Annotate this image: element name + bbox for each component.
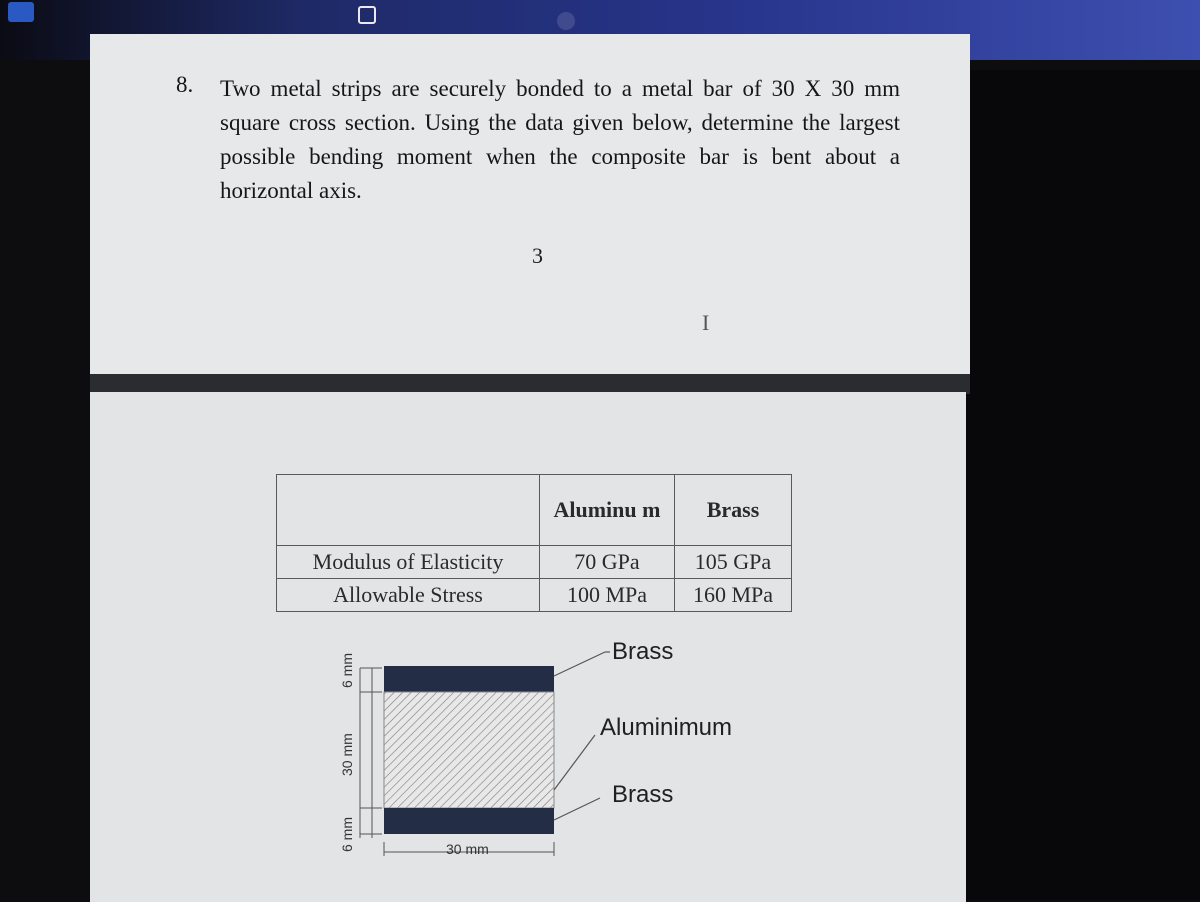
label-brass-top: Brass	[612, 638, 674, 665]
question-number: 8.	[176, 72, 194, 97]
cell-aluminum-stress: 100 MPa	[540, 579, 675, 612]
cell-aluminum-modulus: 70 GPa	[540, 546, 675, 579]
brass-strip-top	[384, 666, 554, 692]
dim-core: 30 mm	[339, 733, 355, 776]
label-brass-bottom: Brass	[612, 781, 674, 808]
text-cursor-icon: I	[702, 310, 710, 335]
header-brass: Brass	[675, 475, 792, 546]
cell-brass-modulus: 105 GPa	[675, 546, 792, 579]
dim-top-strip: 6 mm	[339, 653, 355, 688]
row-label-modulus: Modulus of Elasticity	[277, 546, 540, 579]
question-text: Two metal strips are securely bonded to a metal bar of 30 X 30 mm square cross section. Using the data given below, determine the largest possible bending moment when the composite bar is bent about a horizontal axis.	[220, 76, 900, 203]
label-aluminum: Aluminimum	[600, 714, 733, 741]
aluminum-core	[384, 692, 554, 808]
brass-strip-bottom	[384, 808, 554, 834]
cell-brass-stress: 160 MPa	[675, 579, 792, 612]
dim-bottom-strip: 6 mm	[339, 817, 355, 852]
row-label-stress: Allowable Stress	[277, 579, 540, 612]
page-number: 3	[532, 243, 543, 268]
dim-width: 30 mm	[446, 841, 489, 857]
header-aluminum: Aluminu m	[540, 475, 675, 546]
